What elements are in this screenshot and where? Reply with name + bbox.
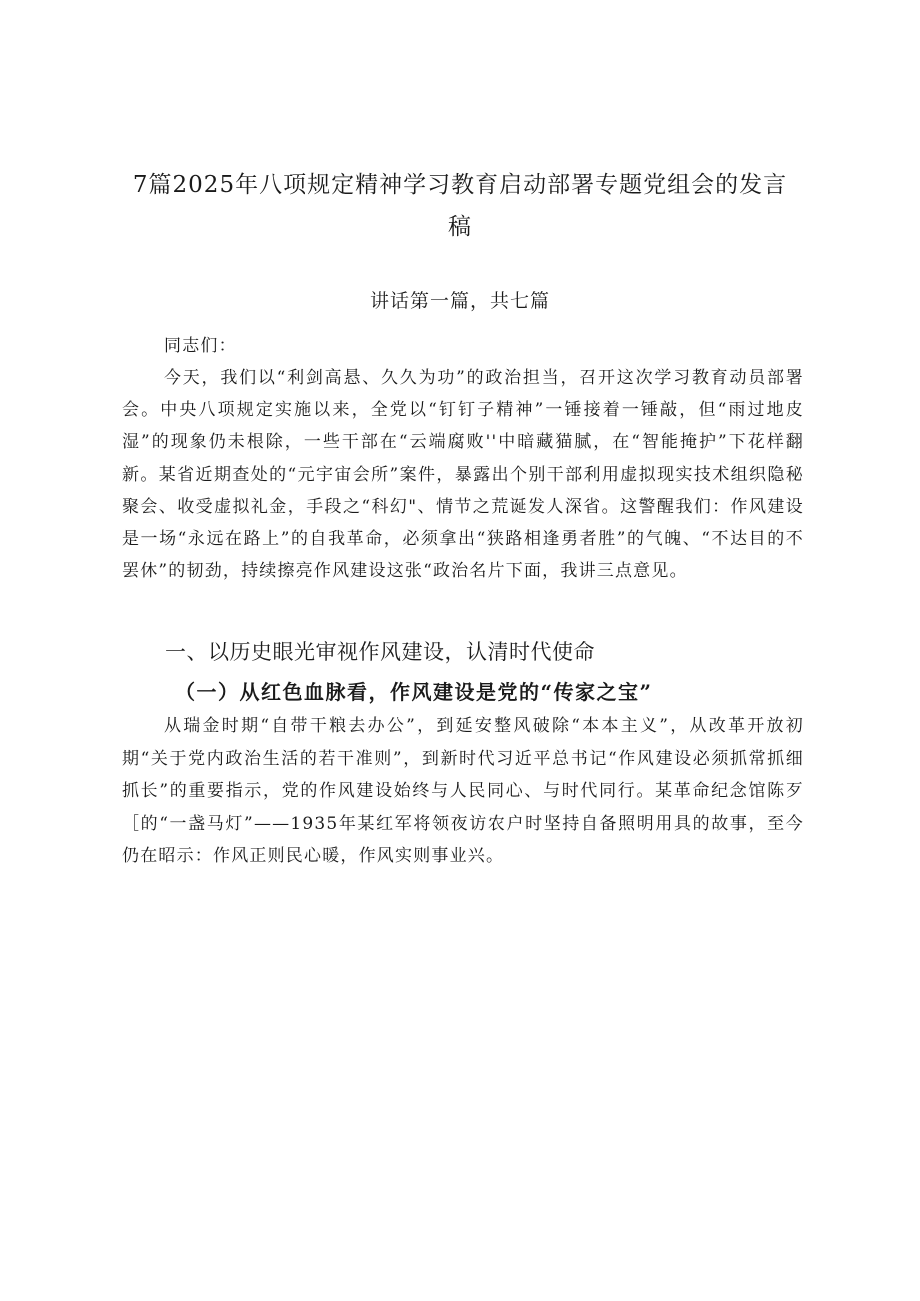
- document-subtitle: 讲话第一篇，共七篇: [369, 290, 550, 312]
- subsection-1-heading: （一）从红色血脉看，作风建设是党的“传家之宝”: [175, 680, 653, 704]
- paragraph-2: 从瑞金时期“自带干粮去办公”，到延安整风破除“本本主义”，从改革开放初期“关于党内政治生活的若干准则”，到新时代习近平总书记“作风建设必须抓常抓细抓长”的重要指示，党的作风建设始终与人民同心、与时代同行。某革命纪念馆陈歹［的“一盏马灯”——1935年某红军将领夜访农户时坚持自备照明用具的故事，至今仍在昭示：作风正则民心暖，作风实则事业兴。: [122, 716, 804, 867]
- document-title-line-1: 7篇2025年八项规定精神学习教育启动部署专题党组会的发言: [132, 172, 788, 198]
- document-title-line-2: 稿: [448, 214, 472, 240]
- greeting: 同志们：: [164, 336, 237, 356]
- section-1-heading: 一、以历史眼光审视作风建设，认清时代使命: [165, 640, 595, 664]
- paragraph-1: 今天，我们以“利剑高悬、久久为功”的政治担当，召开这次学习教育动员部署会。中央八项规定实施以来，全党以“钉钉子精神”一锤接着一锤敲，但“雨过地皮湿”的现象仍未根除，一些干部在“云端腐败''中暗藏猫腻，在“智能掩护”下花样翻新。某省近期查处的“元宇宙会所”案件，暴露出个别干部利用虚拟现实技术组织隐秘聚会、收受虚拟礼金，手段之“科幻"、情节之荒诞发人深省。这警醒我们：作风建设是一场“永远在路上”的自我革命，必须拿出“狭路相逢勇者胜”的气魄、“不达目的不罢休”的韧劲，持续擦亮作风建设这张“政治名片下面，我讲三点意见。: [122, 368, 804, 582]
